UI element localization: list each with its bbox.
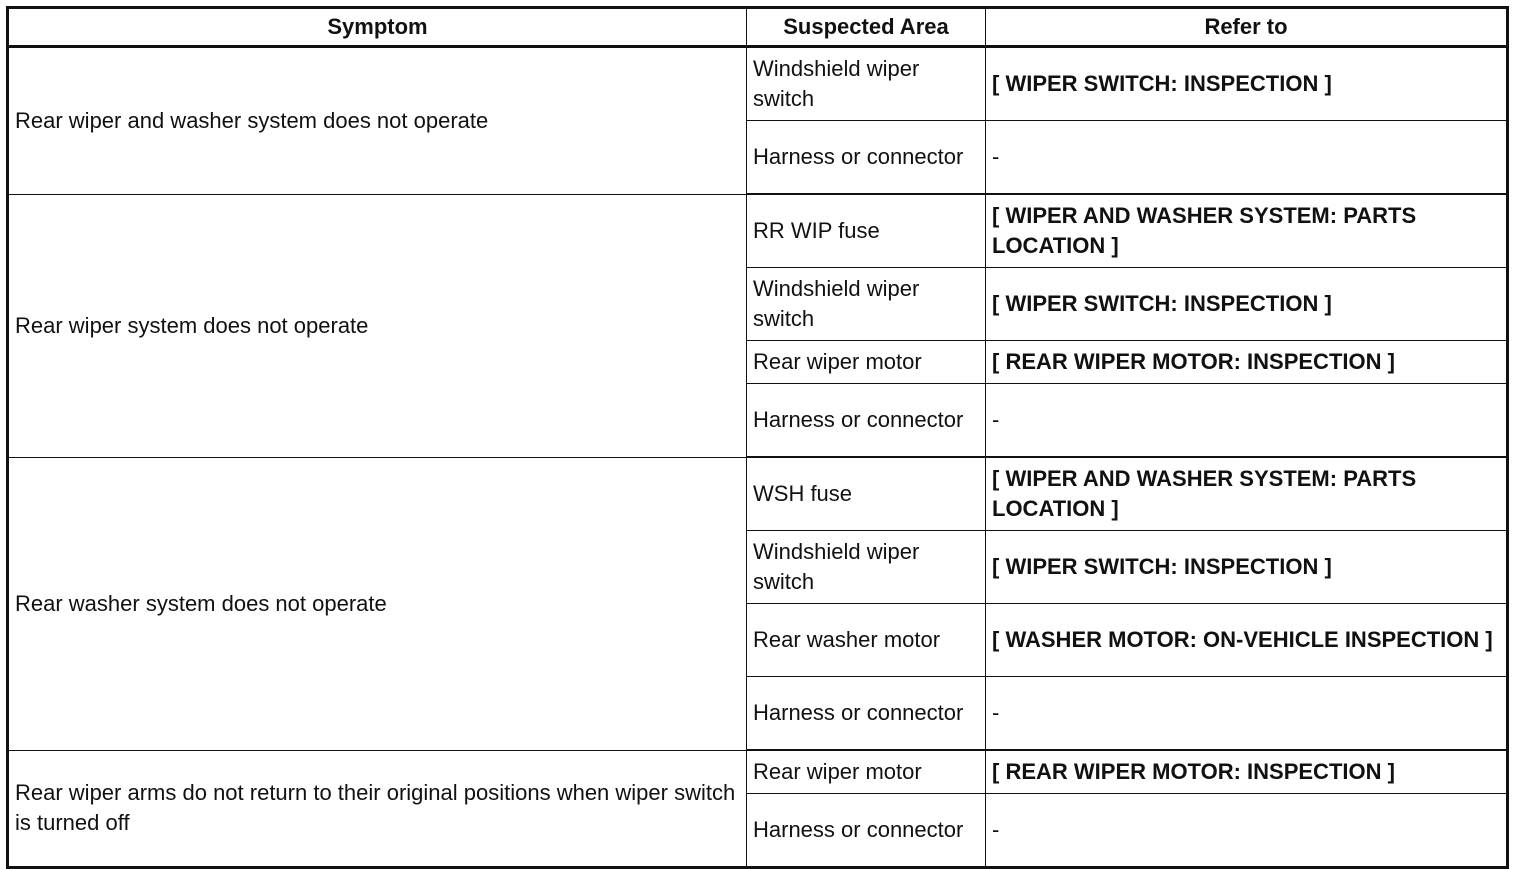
- suspected-area-cell: Harness or connector: [747, 794, 986, 868]
- refer-to-link[interactable]: [ WIPER SWITCH: INSPECTION ]: [986, 268, 1508, 341]
- header-symptom: Symptom: [8, 8, 747, 47]
- table-row: [8, 194, 1508, 268]
- symptom-cell: Rear wiper arms do not return to their original positions when wiper switch is turned off: [8, 750, 747, 868]
- header-row: [8, 8, 1508, 47]
- suspected-area-cell: Rear wiper motor: [747, 750, 986, 794]
- suspected-area-cell: Harness or connector: [747, 384, 986, 458]
- refer-to-cell: -: [986, 384, 1508, 458]
- symptom-cell: Rear wiper system does not operate: [8, 194, 747, 457]
- table-row: [8, 750, 1508, 794]
- table-header: [8, 8, 1508, 47]
- symptom-cell: Rear wiper and washer system does not operate: [8, 47, 747, 195]
- table-row: [8, 47, 1508, 121]
- refer-to-link[interactable]: [ WIPER SWITCH: INSPECTION ]: [986, 47, 1508, 121]
- refer-to-cell: -: [986, 121, 1508, 195]
- suspected-area-cell: WSH fuse: [747, 457, 986, 531]
- symptom-cell: Rear washer system does not operate: [8, 457, 747, 750]
- table-body: [8, 47, 1508, 868]
- header-refer-to: Refer to: [986, 8, 1508, 47]
- suspected-area-cell: RR WIP fuse: [747, 194, 986, 268]
- suspected-area-cell: Windshield wiper switch: [747, 47, 986, 121]
- refer-to-cell: -: [986, 677, 1508, 751]
- refer-to-link[interactable]: [ REAR WIPER MOTOR: INSPECTION ]: [986, 750, 1508, 794]
- troubleshooting-table: [6, 6, 1509, 869]
- refer-to-link[interactable]: [ WASHER MOTOR: ON-VEHICLE INSPECTION ]: [986, 604, 1508, 677]
- suspected-area-cell: Harness or connector: [747, 121, 986, 195]
- refer-to-link[interactable]: [ WIPER SWITCH: INSPECTION ]: [986, 531, 1508, 604]
- table-row: [8, 457, 1508, 531]
- refer-to-link[interactable]: [ WIPER AND WASHER SYSTEM: PARTS LOCATION ]: [986, 194, 1508, 268]
- suspected-area-cell: Windshield wiper switch: [747, 531, 986, 604]
- refer-to-cell: -: [986, 794, 1508, 868]
- header-suspected-area: Suspected Area: [747, 8, 986, 47]
- suspected-area-cell: Harness or connector: [747, 677, 986, 751]
- suspected-area-cell: Rear washer motor: [747, 604, 986, 677]
- suspected-area-cell: Rear wiper motor: [747, 341, 986, 384]
- refer-to-link[interactable]: [ REAR WIPER MOTOR: INSPECTION ]: [986, 341, 1508, 384]
- refer-to-link[interactable]: [ WIPER AND WASHER SYSTEM: PARTS LOCATION ]: [986, 457, 1508, 531]
- suspected-area-cell: Windshield wiper switch: [747, 268, 986, 341]
